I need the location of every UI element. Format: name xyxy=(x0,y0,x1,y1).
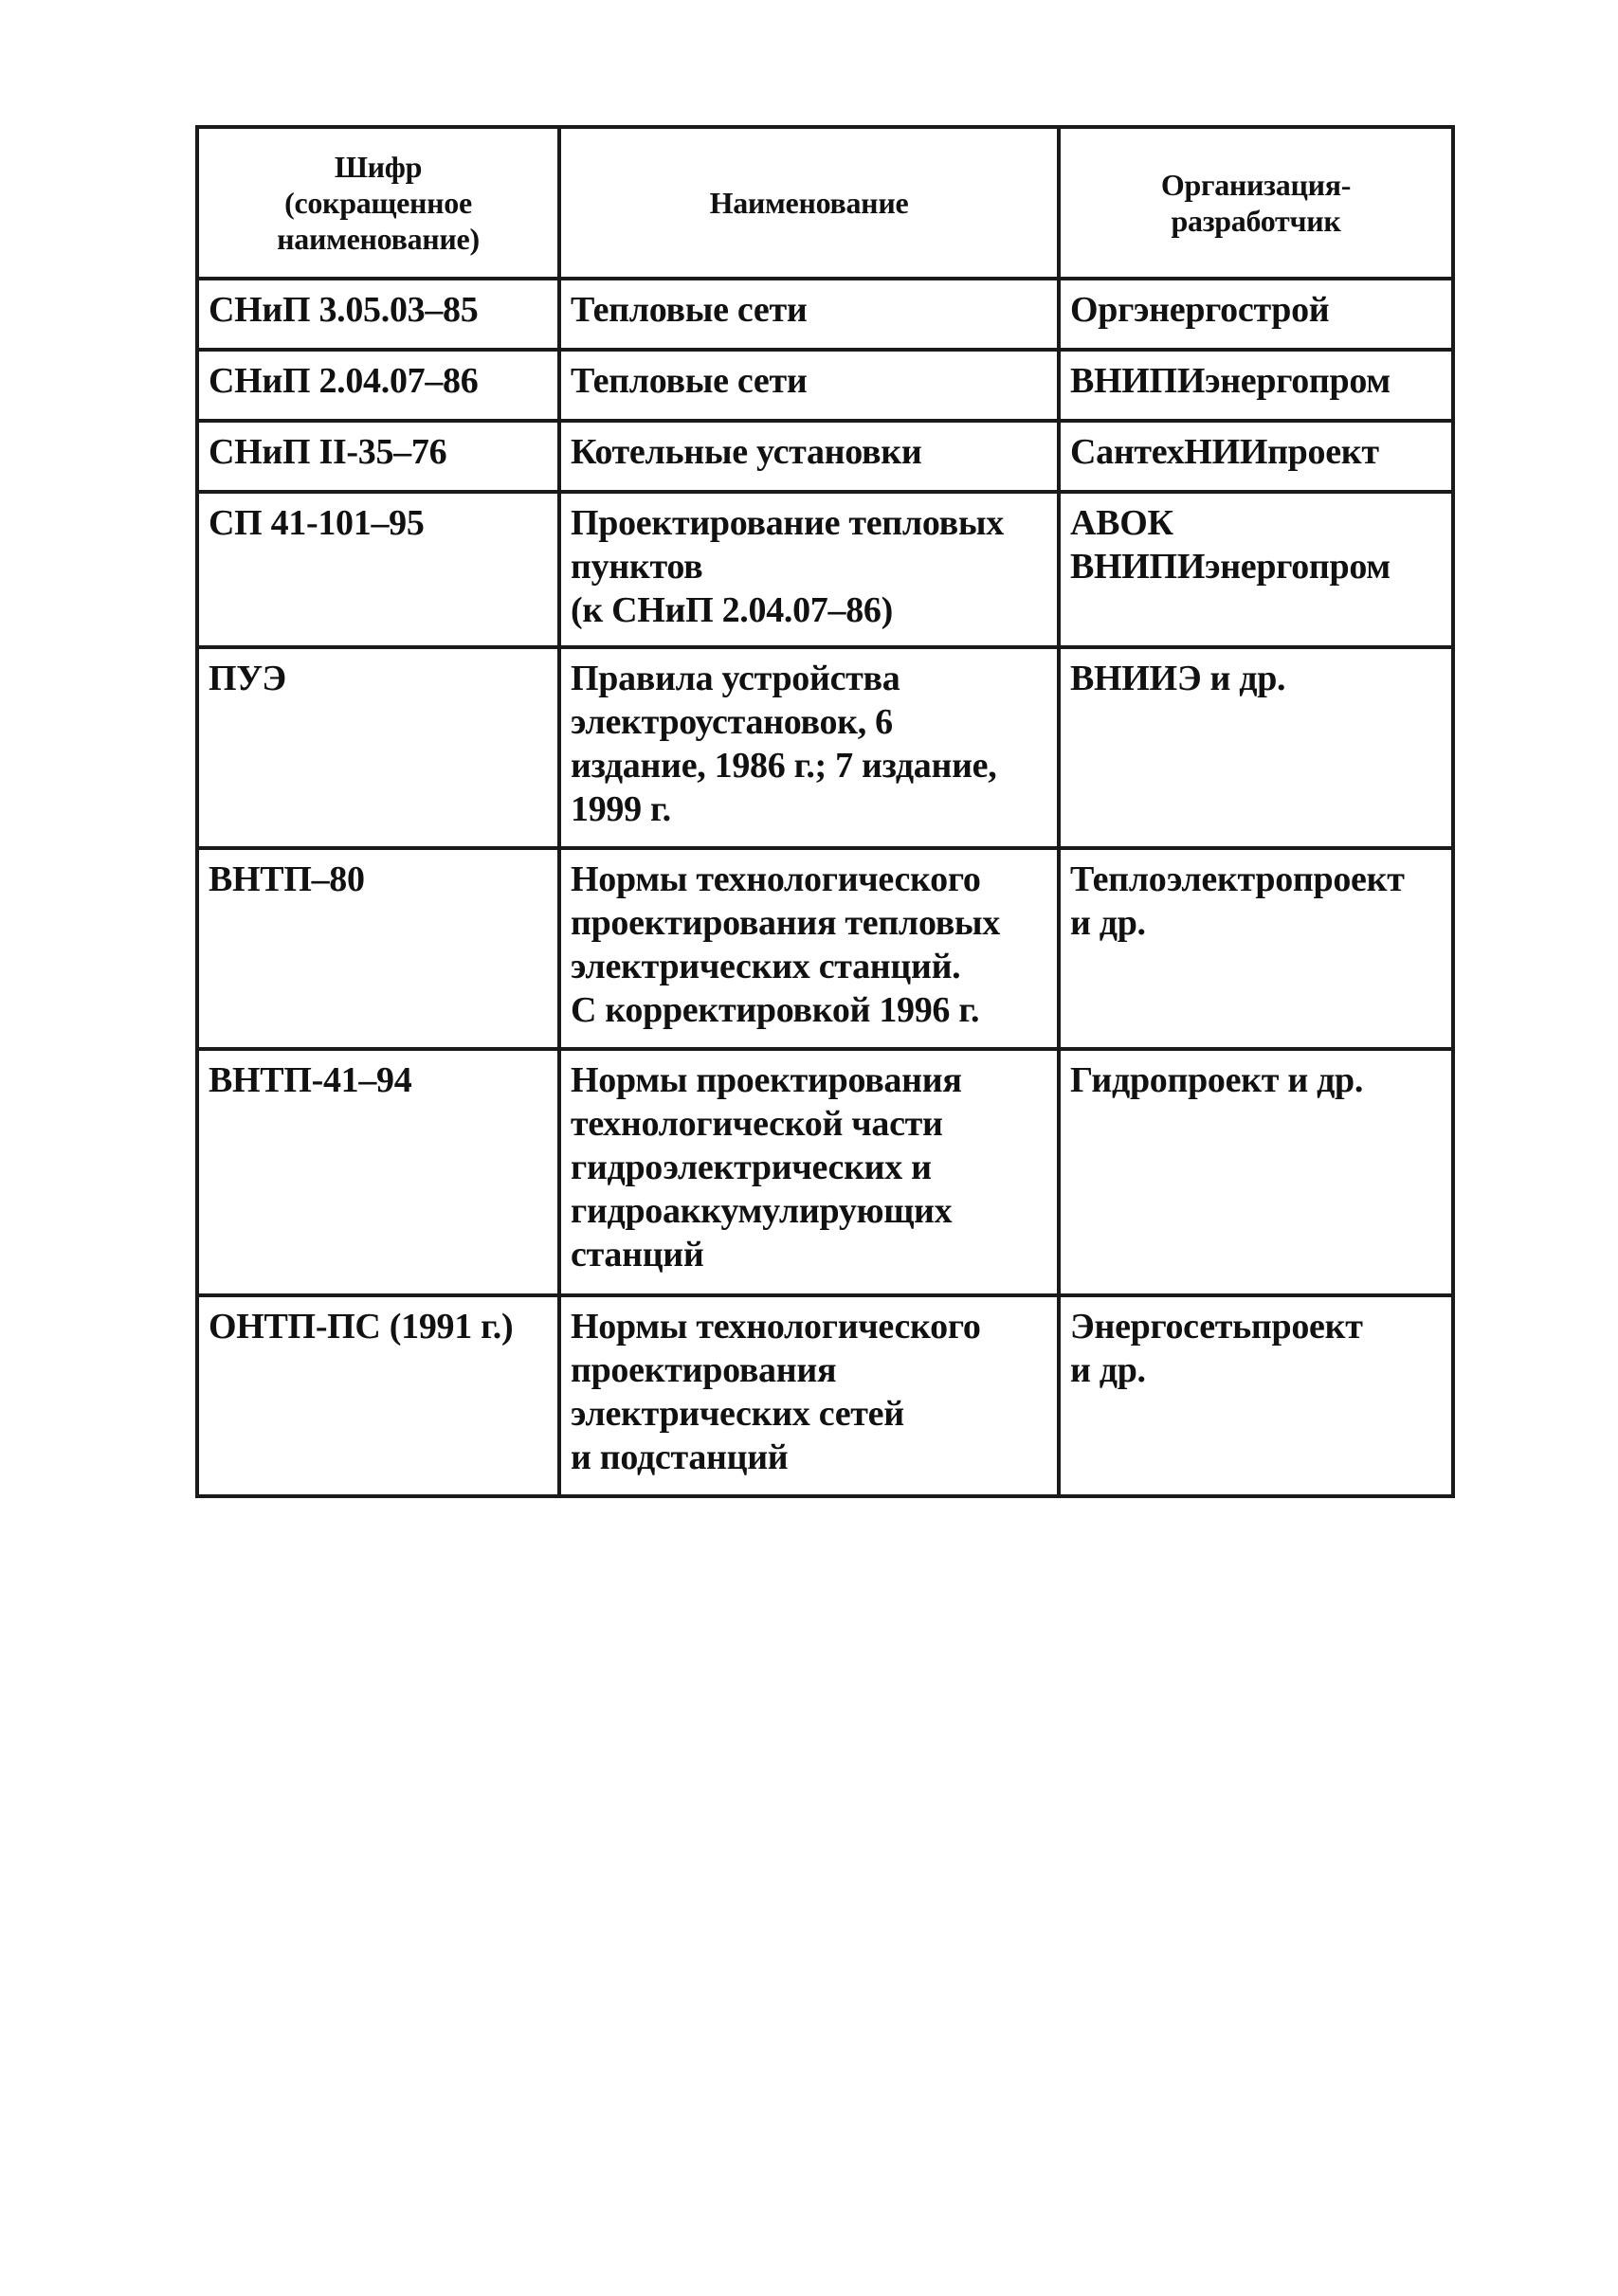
table-row xyxy=(197,647,1453,848)
cell-code: ВНТП–80 xyxy=(197,848,559,1049)
cell-org: СантехНИИпроект xyxy=(1059,421,1453,492)
standards-table xyxy=(195,125,1455,1498)
table-row xyxy=(197,848,1453,1049)
cell-code: СНиП II-35–76 xyxy=(197,421,559,492)
header-name: Наименование xyxy=(559,127,1059,279)
cell-name: Котельные установки xyxy=(559,421,1059,492)
cell-code: СНиП 2.04.07–86 xyxy=(197,350,559,421)
table-row xyxy=(197,421,1453,492)
cell-name: Правила устройства электроустановок, 6 издание, 1986 г.; 7 издание, 1999 г. xyxy=(559,647,1059,848)
cell-code: ОНТП-ПС (1991 г.) xyxy=(197,1295,559,1496)
cell-org: Гидропроект и др. xyxy=(1059,1049,1453,1295)
cell-org: ВНИИЭ и др. xyxy=(1059,647,1453,848)
table-row xyxy=(197,279,1453,350)
cell-org: ВНИПИэнергопром xyxy=(1059,350,1453,421)
table-header-row xyxy=(197,127,1453,279)
table-row xyxy=(197,492,1453,647)
header-code: Шифр (сокращенное наименование) xyxy=(197,127,559,279)
cell-name: Нормы проектирования технологической части гидроэлектрических и гидроаккумулирующих станций xyxy=(559,1049,1059,1295)
table-row xyxy=(197,1295,1453,1496)
table-row xyxy=(197,1049,1453,1295)
cell-name: Нормы технологического проектирования тепловых электрических станций. С корректировкой 1996 г. xyxy=(559,848,1059,1049)
cell-code: СНиП 3.05.03–85 xyxy=(197,279,559,350)
header-org: Организация- разработчик xyxy=(1059,127,1453,279)
cell-name: Нормы технологического проектирования электрических сетей и подстанций xyxy=(559,1295,1059,1496)
cell-org: Теплоэлектропроект и др. xyxy=(1059,848,1453,1049)
cell-code: ПУЭ xyxy=(197,647,559,848)
cell-name: Тепловые сети xyxy=(559,350,1059,421)
cell-org: Оргэнергострой xyxy=(1059,279,1453,350)
cell-code: ВНТП-41–94 xyxy=(197,1049,559,1295)
cell-code: СП 41-101–95 xyxy=(197,492,559,647)
table-row xyxy=(197,350,1453,421)
cell-name: Проектирование тепловых пунктов (к СНиП 2.04.07–86) xyxy=(559,492,1059,647)
cell-org: АВОК ВНИПИэнергопром xyxy=(1059,492,1453,647)
cell-org: Энергосетьпроект и др. xyxy=(1059,1295,1453,1496)
cell-name: Тепловые сети xyxy=(559,279,1059,350)
